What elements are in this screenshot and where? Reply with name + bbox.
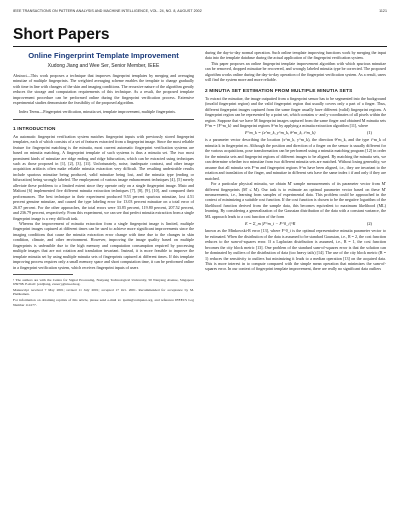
sec2-paragraph-2: is a parameter vector describing the location (x^m_k, y^m_k), the direction θ^m_k, and the type t^m_k of minutia k in fingerprint m. Although the position and direction of a finger on the sensor is usually different for the various acquisitions, pose transformation can be performed using a minutia matching program [12] in order for the minutia sets and fingerprint regions of different images to be aligned. By matching the minutia sets, we can determine whether two minutiae from two different minutia sets are matched. Without losing generality, we assume that all minutia sets F^m and fingerprint regions S^m have been aligned, i.e., they are invariant to the rotation and translation of the finger, and minutiae in different sets have the same index i if and only if they are matched.	[205, 137, 386, 181]
equation-2-number: (2)	[366, 221, 372, 227]
section-rule	[13, 46, 387, 47]
two-column-body	[13, 50, 387, 307]
footnote-affiliation: • The authors are with the Centre for Signal Processing, Nanyang Technological University, 50 Nanyang Avenue, Singapore 639798. E-mail: {exdjiang, ewser}@ntu.edu.sg.	[13, 277, 194, 287]
equation-1	[205, 130, 386, 135]
equation-2-body: E = Σ_m |F^m_i − F^0_i|^R	[245, 221, 296, 227]
paper-authors: Xudong Jiang and Wee Ser, Senior Member, IEEE	[47, 63, 160, 69]
section-heading-minutia-estimation: 2 MINUTIA SET ESTIMATION FROM MULTIPLE MINUTIA SETS	[205, 87, 353, 93]
footnote-manuscript: Manuscript received 7 May 2001; revised 11 July 2001; accepted 17 Oct. 2001. Recommended for acceptance by M. Pietikainen.	[13, 287, 194, 297]
abstract-divider	[13, 119, 194, 120]
right-paragraph-1: during the day-to-day normal operation. Such online template improving functions work by merging the input data into the template database during the actual application of the fingerprint verification system.	[205, 50, 386, 61]
sec2-paragraph-4: known as the Minkowski-R error [13], where F^0_i is the optimal representative minutia parameter vector to be estimated. When the distribution of the data is assumed to be standard Gaussian, i.e., R = 2, the cost function reduces to the sum-of-squares error. If a Laplacian distribution is assumed, i.e., R = 1, the cost function becomes the city block metric [13]. One problem of the standard sum-of-squares error is that the solution can be dominated by outliers of the distribution of data (too heavy tails) [14]. The use of the city block metric (R = 1) reduces the sensitivity to outliers but minimizing it leads to a median operation [13] on the acquired data. This is more interest in to compute compared with the simple mean operation that minimizes the sum-of-squares error. In our context of fingerprint template improvement, there are really no significant data outliers	[205, 228, 386, 272]
intro-paragraph-2: Whereas the improvement of minutia extraction from a single fingerprint image is limited, multiple fingerprint images captured at different times can be used to achieve more significant improvements since the imaging conditions that cause the minutia extraction error change with time due to the changes in skin condition, climate, and other environment. However, improving the image quality based on multiple fingerprints is unfeasible due to the high memory and computation consumption required by processing multiple images that are not rotation and translation invariant. Instead, it is more feasible to improve the template minutia set by using multiple minutia sets of fingerprints captured at different times. If this template improving process requires only a small memory space and short computation time, it can be performed online in a fingerprint verification system, which receives fingerprint inputs of users	[13, 221, 194, 270]
left-column	[13, 50, 194, 307]
journal-name: IEEE TRANSACTIONS ON PATTERN ANALYSIS AND MACHINE INTELLIGENCE, VOL. 24, NO. 8, AUGUST 2002	[13, 9, 202, 13]
footnotes	[13, 278, 194, 308]
index-terms: Index Terms—Fingerprint verification, minutia set, template improvement, multiple fingerprints.	[19, 108, 176, 114]
right-paragraph-2: This paper proposes an online fingerprint template improvement algorithm with which spurious minutiae can be removed, dropped minutiae be recovered, and wrongly labeled minutia type be corrected. The proposed algorithm works online during the day-to-day operation of the fingerprint verification system. As a result, users will find the system more and more reliable.	[205, 60, 386, 83]
paper-title: Online Fingerprint Template Improvement	[28, 51, 179, 60]
sec2-paragraph-1: To extract the minutiae, the image outputted from a fingerprint sensor has to be segmented into the background (invalid fingerprint region) and the valid fingerprint region that usually covers only a part of a finger. Thus, different fingerprint images captured from the same finger usually have different (valid) fingerprint regions. A fingerprint region can be represented by a point set, which contains x- and y-coordinates of all pixels within the region. Suppose that we have M fingerprint images captured from the same finger and obtained M minutia sets F^m = {F^m_k} and fingerprint regions S^m by applying a minutia extraction algorithm [11], where	[205, 95, 386, 128]
running-head	[13, 9, 387, 13]
footnote-divider	[13, 274, 73, 275]
footnote-reprints: For information on obtaining reprints of this article, please send e-mail to: tpami@computer.org, and reference IEEECS Log Number 114177.	[13, 298, 194, 307]
equation-1-body: F^m_k = (x^m_k, y^m_k, θ^m_k, t^m_k)	[245, 130, 316, 136]
sec2-paragraph-3: For a particular physical minutia, we obtain M' sample measurements of its parameter vector from M' different fingerprints (M' ≤ M). Our task is to estimate an optimal parameter vector based on these M' measurements, i.e., learning from samples of experimental data. This problem could be approached in the context of minimizing a suitable cost function. If the cost function is chosen to be the negative logarithm of the likelihood function derived from the sample data, this becomes equivalent to maximum likelihood (ML) learning. By considering a generalization of the Gaussian distribution of the data with a constant variance, the ML approach leads to a cost function of the form	[205, 181, 386, 219]
equation-1-number: (1)	[366, 130, 372, 136]
section-label: Short Papers	[13, 26, 110, 43]
intro-paragraph-1: An automatic fingerprint verification system matches fingerprint inputs with previously stored fingerprint templates, each of which consists of a set of features extracted from a fingerprint image. Since the most reliable feature for fingerprint matching is the minutia, most current automatic fingerprint verification systems are based on minutia matching. A fingerprint template of such systems is thus a minutia set. The two most prominent kinds of minutiae are ridge ending and ridge bifurcation, which can be extracted using techniques such as those proposed in [1], [2], [3], [11]. Unfortunately, noise, inadequate contrast, and other image acquisition artifacts often make reliable minutia extraction very difficult. The resulting undesirable results include spurious minutiae being produced, valid minutiae being lost, and the minutia type (ending or bifurcation) being wrongly labeled. The employment of various image enhancement techniques [4], [5] merely alleviate these problems to a limited extent since they operate only on a single fingerprint image. Maio and Maltoni [6] implemented five different minutia extraction techniques [7], [8], [9], [10], and compared their performances. The best technique in their experiment produced 9.53 percent spurious minutiae, lost 4.51 percent genuine minutiae, and caused the type labeling error for 13.03 percent minutiae on a total error of 26.07 percent. For the other approaches, the total errors were 33.85 percent, 119.80 percent, 207.52 percent, and 236.79 percent, respectively. From this experiment, we can see that perfect minutia extraction from a single fingerprint image is a very difficult task.	[13, 133, 194, 221]
abstract: Abstract—This work proposes a technique that improves fingerprint templates by merging and averaging minutiae of multiple fingerprints. The weighted averaging scheme enables the template to change gradually with time in line with changes of the skin and imaging conditions. The recursive nature of the algorithm greatly reduces the storage and computation requirements of this technique. As a result, the proposed template improvement procedure can be performed online during the fingerprint verification process. Extensive experimental studies demonstrate the feasibility of the proposed algorithm.	[13, 73, 194, 106]
section-heading-introduction: 1 INTRODUCTION	[13, 125, 56, 131]
page-number: 1121	[379, 9, 387, 13]
equation-2	[205, 221, 386, 226]
right-column	[205, 50, 386, 307]
